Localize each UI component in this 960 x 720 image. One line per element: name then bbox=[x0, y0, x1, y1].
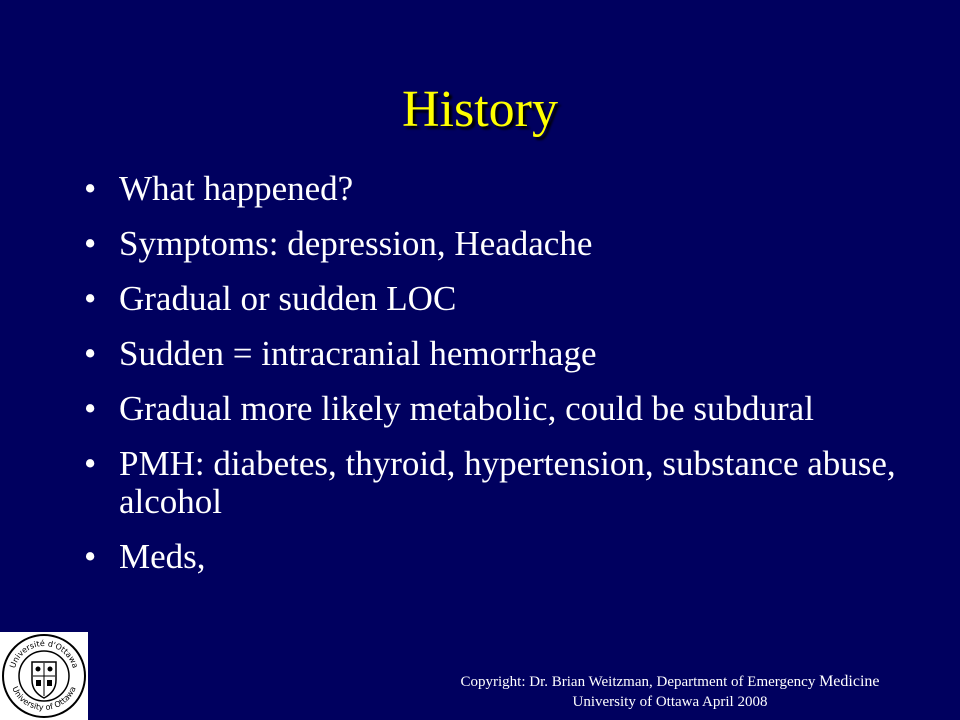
bullet-dot-icon: • bbox=[84, 537, 97, 576]
bullet-text: What happened? bbox=[119, 169, 354, 208]
bullet-item bbox=[84, 280, 924, 318]
bullet-item bbox=[84, 335, 924, 373]
bullet-item bbox=[84, 225, 924, 263]
bullet-text: Meds, bbox=[119, 537, 206, 576]
copyright-footer bbox=[420, 672, 920, 712]
footer-line-1-prefix: Copyright: Dr. Brian Weitzman, Department of Emergency bbox=[460, 674, 816, 690]
footer-line-2: University of Ottawa April 2008 bbox=[572, 694, 768, 710]
seal-text-top: Université d'Ottawa bbox=[8, 638, 80, 670]
bullet-dot-icon: • bbox=[84, 389, 97, 428]
bullet-dot-icon: • bbox=[84, 224, 97, 263]
bullet-dot-icon: • bbox=[84, 444, 97, 483]
footer-line-1-suffix: Medicine bbox=[819, 673, 880, 690]
bullet-dot-icon: • bbox=[84, 334, 97, 373]
slide-title: History bbox=[402, 81, 558, 138]
bullet-text: Gradual or sudden LOC bbox=[119, 279, 457, 318]
bullet-item bbox=[84, 170, 924, 208]
bullet-text: Gradual more likely metabolic, could be subdural bbox=[119, 389, 814, 428]
seal-text-bottom: University of Ottawa bbox=[10, 685, 78, 713]
bullet-dot-icon: • bbox=[84, 279, 97, 318]
bullet-text: PMH: diabetes, thyroid, hypertension, substance abuse, alcohol bbox=[119, 444, 896, 521]
bullet-dot-icon: • bbox=[84, 169, 97, 208]
bullet-text: Sudden = intracranial hemorrhage bbox=[119, 334, 597, 373]
bullet-item bbox=[84, 390, 924, 428]
bullet-text: Symptoms: depression, Headache bbox=[119, 224, 593, 263]
footer-line-1 bbox=[420, 672, 920, 692]
university-seal-icon bbox=[0, 632, 88, 720]
bullet-item bbox=[84, 445, 924, 521]
bullet-list bbox=[84, 170, 924, 593]
bullet-item bbox=[84, 538, 924, 576]
